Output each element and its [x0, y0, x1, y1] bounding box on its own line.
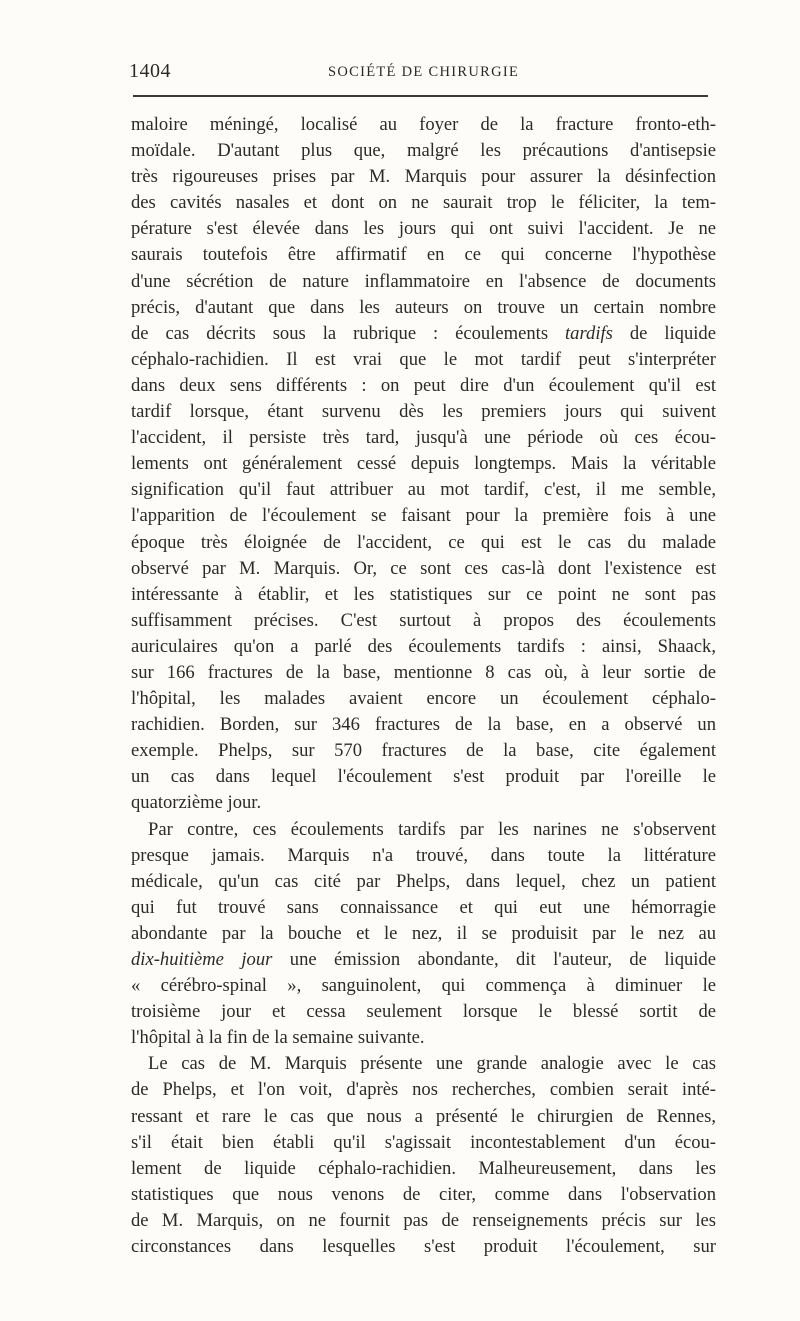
text-line: un cas dans lequel l'écoulement s'est produit par l'oreille le	[131, 766, 716, 788]
text-line: dix-huitième jour une émission abondante, dit l'auteur, de liquide	[131, 949, 716, 970]
text-line: s'il était bien établi qu'il s'agissait incontestablement d'un écou-	[131, 1131, 716, 1153]
text-line: suffisamment précises. C'est surtout à propos des écoulements	[131, 609, 716, 631]
text-line: lements ont généralement cessé depuis longtemps. Mais la véritable	[131, 453, 716, 475]
text-line: médicale, qu'un cas cité par Phelps, dans lequel, chez un patient	[131, 870, 716, 892]
paragraph	[131, 112, 716, 817]
text-line: l'hôpital à la fin de la semaine suivante.	[131, 1027, 425, 1049]
text-line: Par contre, ces écoulements tardifs par les narines ne s'observent	[148, 818, 716, 840]
text-line: de M. Marquis, on ne fournit pas de renseignements précis sur les	[131, 1209, 716, 1231]
text-line: de cas décrits sous la rubrique : écoulements tardifs de liquide	[131, 322, 716, 344]
text-line: « cérébro-spinal », sanguinolent, qui commença à diminuer le	[131, 975, 716, 997]
text-line: d'une sécrétion de nature inflammatoire en l'absence de documents	[131, 270, 716, 292]
page-header	[131, 56, 716, 90]
text-line: l'accident, il persiste très tard, jusqu'à une période où ces écou-	[131, 427, 716, 449]
text-line: des cavités nasales et dont on ne saurait trop le féliciter, la tem-	[131, 192, 716, 214]
text-line: précis, d'autant que dans les auteurs on trouve un certain nombre	[131, 296, 716, 318]
text-line: signification qu'il faut attribuer au mot tardif, c'est, il me semble,	[131, 479, 716, 501]
text-line: auriculaires qu'on a parlé des écoulements tardifs : ainsi, Shaack,	[131, 635, 716, 657]
text-line: lement de liquide céphalo-rachidien. Malheureusement, dans les	[131, 1157, 716, 1179]
text-line: dans deux sens différents : on peut dire d'un écoulement qu'il est	[131, 374, 716, 396]
text-line: statistiques que nous venons de citer, comme dans l'observation	[131, 1183, 716, 1205]
text-line: circonstances dans lesquelles s'est produit l'écoulement, sur	[131, 1236, 716, 1258]
text-line: troisième jour et cessa seulement lorsque le blessé sortit de	[131, 1001, 716, 1023]
text-line: maloire méningé, localisé au foyer de la fracture fronto-eth-	[131, 114, 716, 135]
body-text	[131, 112, 716, 1260]
text-line: ressant et rare le cas que nous a présenté le chirurgien de Rennes,	[131, 1105, 716, 1127]
text-line: l'apparition de l'écoulement se faisant pour la première fois à une	[131, 505, 716, 527]
text-line: Le cas de M. Marquis présente une grande analogie avec le cas	[148, 1053, 716, 1075]
text-line: céphalo-rachidien. Il est vrai que le mot tardif peut s'interpréter	[131, 348, 716, 370]
text-line: saurais toutefois être affirmatif en ce qui concerne l'hypothèse	[131, 244, 716, 266]
text-line: moïdale. D'autant plus que, malgré les précautions d'antisepsie	[131, 140, 716, 162]
text-line: époque très éloignée de l'accident, ce qui est le cas du malade	[131, 531, 716, 553]
paragraph	[131, 817, 716, 1052]
text-line: de Phelps, et l'on voit, d'après nos recherches, combien serait inté-	[131, 1079, 716, 1101]
paragraph	[131, 1051, 716, 1260]
text-line: qui fut trouvé sans connaissance et qui eut une hémorragie	[131, 896, 716, 918]
text-line: observé par M. Marquis. Or, ce sont ces cas-là dont l'existence est	[131, 557, 716, 579]
text-line: pérature s'est élevée dans les jours qui ont suivi l'accident. Je ne	[131, 218, 716, 240]
running-head: SOCIÉTÉ DE CHIRURGIE	[328, 64, 520, 80]
italic-text: dix-huitième jour	[131, 949, 273, 970]
text-line: rachidien. Borden, sur 346 fractures de la base, en a observé un	[131, 714, 716, 736]
text-line: intéressante à établir, et les statistiques sur ce point ne sont pas	[131, 583, 716, 605]
page-number: 1404	[129, 60, 171, 82]
text-line: abondante par la bouche et le nez, il se produisit par le nez au	[131, 922, 716, 944]
text-line: l'hôpital, les malades avaient encore un écoulement céphalo-	[131, 688, 716, 710]
text-line: tardif lorsque, étant survenu dès les premiers jours qui suivent	[131, 401, 716, 423]
book-page	[129, 56, 716, 1258]
text-line: quatorzième jour.	[131, 792, 262, 814]
text-line: très rigoureuses prises par M. Marquis pour assurer la désinfection	[131, 166, 716, 188]
text-line: presque jamais. Marquis n'a trouvé, dans toute la littérature	[131, 844, 716, 866]
header-rule	[133, 95, 708, 97]
text-line: sur 166 fractures de la base, mentionne 8 cas où, à leur sortie de	[131, 661, 716, 683]
italic-text: tardifs	[565, 322, 613, 344]
text-line: exemple. Phelps, sur 570 fractures de la base, cite également	[131, 740, 716, 762]
